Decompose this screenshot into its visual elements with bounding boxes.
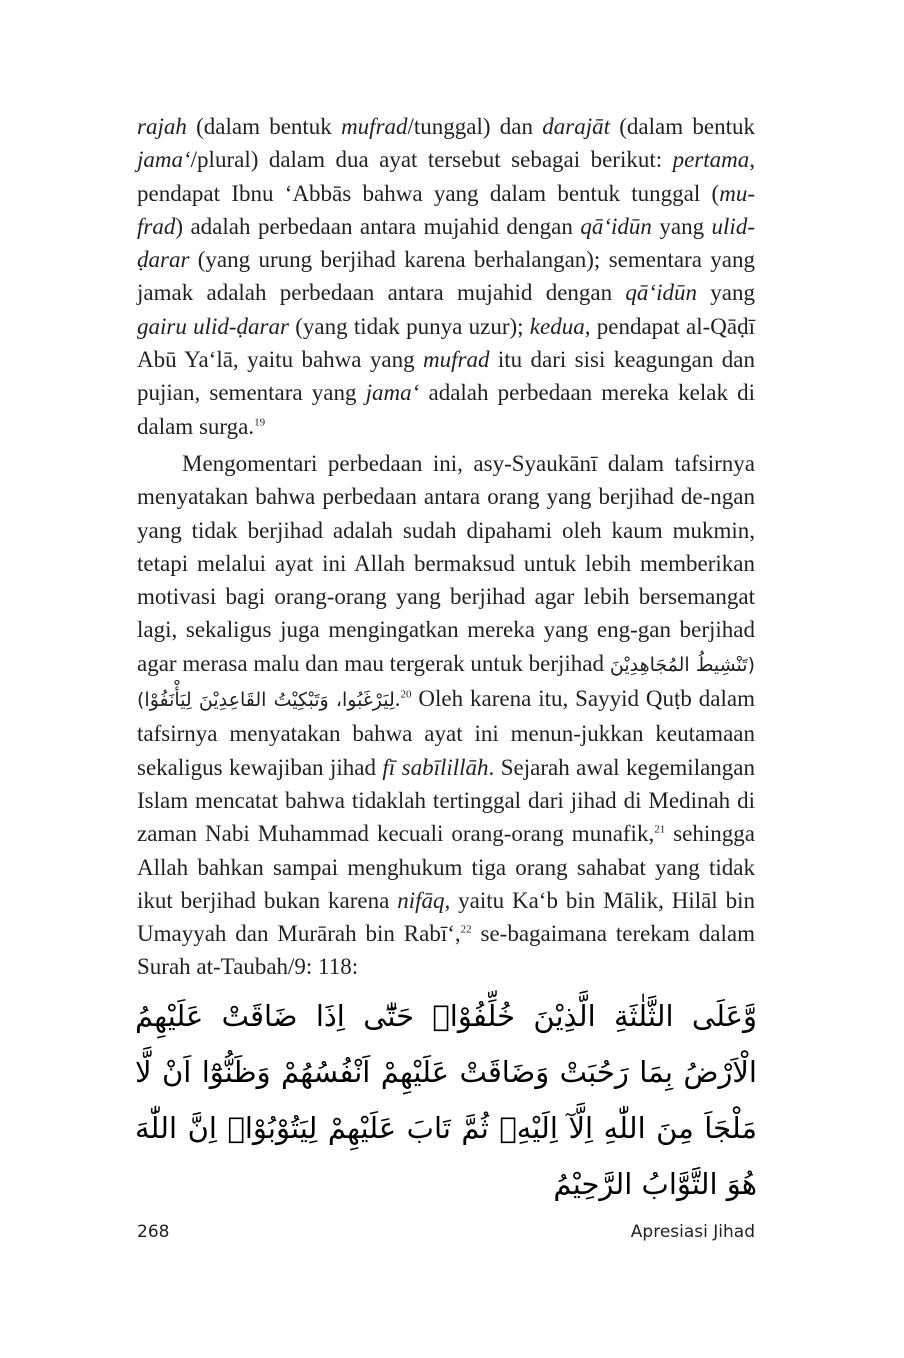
- text-run: sehingga Allah bahkan sampai menghukum tiga orang sahabat yang tidak ikut berjihad bukan karena: [137, 821, 755, 913]
- page-number: 268: [137, 1222, 170, 1242]
- text-run: (dalam bentuk: [610, 114, 755, 139]
- footnote-ref-21[interactable]: 21: [654, 823, 666, 836]
- paragraph-1: [137, 110, 755, 443]
- italic-term: jama‘: [137, 147, 191, 173]
- text-run: ) adalah perbedaan antara mujahid dengan: [175, 213, 581, 239]
- text-run: , pendapat al-Qāḍī Abū Ya‘lā, yaitu bahwa yang: [137, 313, 755, 373]
- text-run: (dalam bentuk: [186, 114, 342, 139]
- page-footer: [137, 1222, 755, 1250]
- text-run: adalah perbedaan mereka kelak di dalam surga.: [137, 380, 755, 439]
- italic-term: pertama: [672, 147, 750, 173]
- text-run: /plural) dalam dua ayat tersebut sebagai berikut:: [190, 147, 673, 173]
- arabic-quote: (تَنْشِيطُ المُجَاهِدِيْنَ لِيَرْغَبُوا، وَتَبْكِيْتُ القَاعِدِيْنَ لِيَأْنَفُوْا): [137, 653, 755, 712]
- text-run: Oleh karena itu, Sayyid Quṭb dalam tafsirnya menyatakan bahwa ayat ini menun-jukkan keutamaan sekaligus kewajiban jihad: [137, 686, 755, 780]
- text-run: , yaitu Ka‘b bin Mālik, Hilāl bin Umayyah dan Murārah bin Rabī‘,: [137, 887, 755, 947]
- italic-term: gairu ulid-ḍarar: [137, 313, 289, 339]
- italic-term: ulid-ḍarar: [137, 213, 755, 273]
- quran-verse: وَّعَلَى الثَّلٰثَةِ الَّذِيْنَ خُلِّفُوْاۗ حَتّٰٓى اِذَا ضَاقَتْ عَلَيْهِمُ الْاَرْضُ بِمَا رَحُبَتْ وَضَاقَتْ عَلَيْهِمْ اَنْفُسُهُمْ وَظَنُّوْٓا اَنْ لَّا مَلْجَاَ مِنَ اللّٰهِ اِلَّآ اِلَيْهِۗ ثُمَّ تَابَ عَلَيْهِمْ لِيَتُوْبُوْاۗ اِنَّ اللّٰهَ هُوَ التَّوَّابُ الرَّحِيْمُ: [135, 999, 757, 1201]
- paragraph-2: [137, 447, 755, 984]
- italic-term: jama‘: [365, 380, 420, 406]
- italic-term: mufrad: [423, 347, 490, 373]
- italic-term: nifāq: [397, 887, 445, 913]
- text-run: se-bagaimana terekam dalam Surah at-Taubah/9: 118:: [137, 921, 755, 980]
- text-run: Mengomentari perbedaan ini, asy-Syaukānī dalam tafsirnya menyatakan bahwa perbedaan antara orang yang berjihad de-ngan yang tidak berjihad adalah sudah dipahami oleh kaum mukmin, tetapi melalui ayat ini Allah bermaksud untuk lebih memberikan motivasi bagi orang-orang yang berjihad agar lebih bersemangat lagi, sekaligus juga mengingatkan mereka yang eng-gan berjihad agar merasa malu dan mau tergerak untuk berjihad: [137, 450, 755, 676]
- italic-term: darajāt: [542, 114, 611, 139]
- italic-term: qā‘idūn: [580, 213, 652, 239]
- italic-term: mufrad: [341, 114, 408, 139]
- italic-term: kedua: [529, 313, 585, 339]
- footnote-ref-22[interactable]: 22: [460, 923, 472, 936]
- running-title: Apresiasi Jihad: [630, 1222, 755, 1242]
- italic-term: fī sabīlillāh: [382, 754, 489, 780]
- italic-term: mu-frad: [137, 180, 755, 239]
- text-run: , pendapat Ibnu ‘Abbās bahwa yang dalam bentuk tunggal (: [137, 147, 755, 206]
- footnote-ref-19[interactable]: 19: [254, 416, 266, 429]
- text-run: (yang urung berjihad karena berhalangan); sementara yang jamak adalah perbedaan antara mujahid dengan: [137, 247, 755, 306]
- text-run: .: [394, 686, 401, 712]
- italic-term: qā‘idūn: [625, 280, 697, 306]
- text-run: (yang tidak punya uzur);: [288, 313, 530, 339]
- footnote-ref-20[interactable]: 20: [400, 688, 412, 701]
- main-text: [137, 110, 755, 984]
- italic-term: rajah: [137, 114, 187, 139]
- text-run: yang: [696, 280, 755, 306]
- text-run: yang: [651, 213, 712, 239]
- text-run: . Sejarah awal kegemilangan Islam mencatat bahwa tidaklah tertinggal dari jihad di Medinah di zaman Nabi Muhammad kecuali orang-orang munafik,: [137, 754, 755, 847]
- text-run: itu dari sisi keagungan dan pujian, sementara yang: [137, 347, 755, 406]
- text-run: /tunggal) dan: [407, 114, 543, 139]
